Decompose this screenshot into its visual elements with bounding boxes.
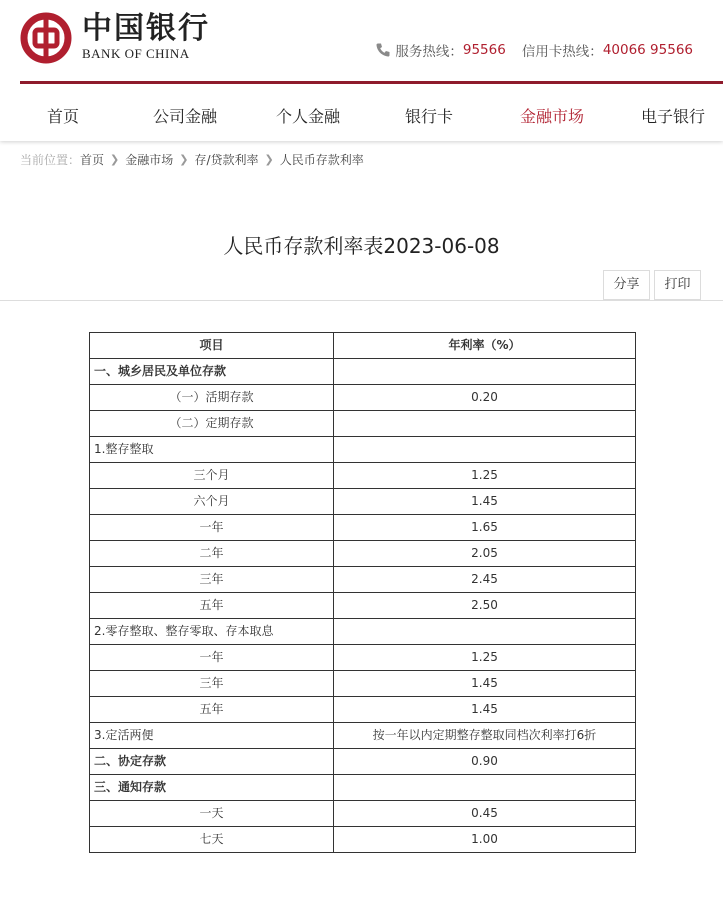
- logo-chinese-name: 中国银行: [82, 11, 210, 46]
- table-row: [90, 723, 636, 749]
- table-header-rate: 年利率（%）: [334, 333, 636, 359]
- nav-item-personal-banking[interactable]: 个人金融: [276, 107, 341, 126]
- row-rate: 按一年以内定期整存整取同档次利率打6折: [334, 723, 636, 749]
- row-item: 五年: [90, 697, 334, 723]
- table-row: [90, 645, 636, 671]
- row-item: 一天: [90, 801, 334, 827]
- table-row: [90, 671, 636, 697]
- table-row: [90, 359, 636, 385]
- phone-icon: [375, 42, 391, 58]
- deposit-rate-table: [89, 332, 636, 853]
- row-item: 五年: [90, 593, 334, 619]
- row-item: 三、通知存款: [90, 775, 334, 801]
- row-item: 三年: [90, 671, 334, 697]
- row-rate: 1.45: [334, 671, 636, 697]
- table-row: [90, 515, 636, 541]
- nav-item-bank-cards[interactable]: 银行卡: [405, 107, 454, 126]
- table-row: [90, 437, 636, 463]
- row-rate: 1.45: [334, 697, 636, 723]
- breadcrumb-deposit-loan-rates[interactable]: 存/贷款利率: [194, 153, 259, 167]
- row-rate: 1.00: [334, 827, 636, 853]
- row-item: 1.整存整取: [90, 437, 334, 463]
- credit-hotline-label: 信用卡热线：: [521, 44, 603, 60]
- nav-item-corporate-banking[interactable]: 公司金融: [153, 107, 218, 126]
- row-item: 二年: [90, 541, 334, 567]
- site-header: [0, 0, 723, 141]
- row-item: （一）活期存款: [90, 385, 334, 411]
- row-item: 一年: [90, 515, 334, 541]
- nav-item-home[interactable]: 首页: [47, 107, 80, 126]
- table-row: [90, 385, 636, 411]
- service-hotline-number: 95566: [462, 42, 506, 58]
- logo[interactable]: [20, 12, 210, 64]
- row-item: 2.零存整取、整存零取、存本取息: [90, 619, 334, 645]
- row-item: 3.定活两便: [90, 723, 334, 749]
- print-button[interactable]: 打印: [654, 270, 701, 300]
- row-rate: [334, 619, 636, 645]
- table-row: [90, 775, 636, 801]
- share-button[interactable]: 分享: [603, 270, 650, 300]
- row-item: 三个月: [90, 463, 334, 489]
- table-row: [90, 489, 636, 515]
- credit-hotline-number: 40066 95566: [602, 42, 693, 58]
- row-rate: 2.45: [334, 567, 636, 593]
- table-row: [90, 827, 636, 853]
- breadcrumb-separator-icon: ❯: [264, 153, 274, 166]
- bank-of-china-logo-icon: [20, 12, 72, 64]
- table-row: [90, 567, 636, 593]
- row-item: 一年: [90, 645, 334, 671]
- breadcrumb-separator-icon: ❯: [110, 153, 120, 166]
- main-nav: [0, 86, 723, 141]
- table-row: [90, 619, 636, 645]
- row-rate: 0.20: [334, 385, 636, 411]
- table-row: [90, 697, 636, 723]
- header-divider: [20, 81, 723, 84]
- row-rate: [334, 359, 636, 385]
- breadcrumb-prefix: 当前位置：: [20, 153, 81, 167]
- nav-item-financial-markets[interactable]: 金融市场: [520, 107, 585, 126]
- row-rate: [334, 411, 636, 437]
- page-title: 人民币存款利率表2023-06-08: [223, 234, 500, 258]
- row-item: 六个月: [90, 489, 334, 515]
- row-rate: [334, 775, 636, 801]
- breadcrumb-financial-markets[interactable]: 金融市场: [125, 153, 174, 167]
- row-rate: 1.25: [334, 463, 636, 489]
- row-rate: 0.45: [334, 801, 636, 827]
- content-divider: [0, 300, 723, 301]
- row-rate: [334, 437, 636, 463]
- row-item: 七天: [90, 827, 334, 853]
- row-rate: 1.45: [334, 489, 636, 515]
- row-item: （二）定期存款: [90, 411, 334, 437]
- table-header-item: 项目: [90, 333, 334, 359]
- table-row: [90, 411, 636, 437]
- row-item: 二、协定存款: [90, 749, 334, 775]
- table-header-row: [90, 333, 636, 359]
- table-row: [90, 463, 636, 489]
- table-row: [90, 541, 636, 567]
- table-row: [90, 749, 636, 775]
- row-rate: 0.90: [334, 749, 636, 775]
- breadcrumb-home[interactable]: 首页: [80, 153, 105, 167]
- row-rate: 1.65: [334, 515, 636, 541]
- service-hotline-label: 服务热线：: [395, 44, 463, 60]
- breadcrumb-separator-icon: ❯: [179, 153, 189, 166]
- row-item: 一、城乡居民及单位存款: [90, 359, 334, 385]
- table-row: [90, 801, 636, 827]
- row-rate: 1.25: [334, 645, 636, 671]
- logo-english-name: BANK OF CHINA: [82, 46, 190, 61]
- table-row: [90, 593, 636, 619]
- breadcrumb-rmb-deposit-rates[interactable]: 人民币存款利率: [279, 153, 364, 167]
- row-rate: 2.50: [334, 593, 636, 619]
- breadcrumb: [20, 151, 364, 168]
- row-item: 三年: [90, 567, 334, 593]
- nav-item-e-banking[interactable]: 电子银行: [641, 107, 706, 126]
- row-rate: 2.05: [334, 541, 636, 567]
- hotline: [375, 40, 693, 60]
